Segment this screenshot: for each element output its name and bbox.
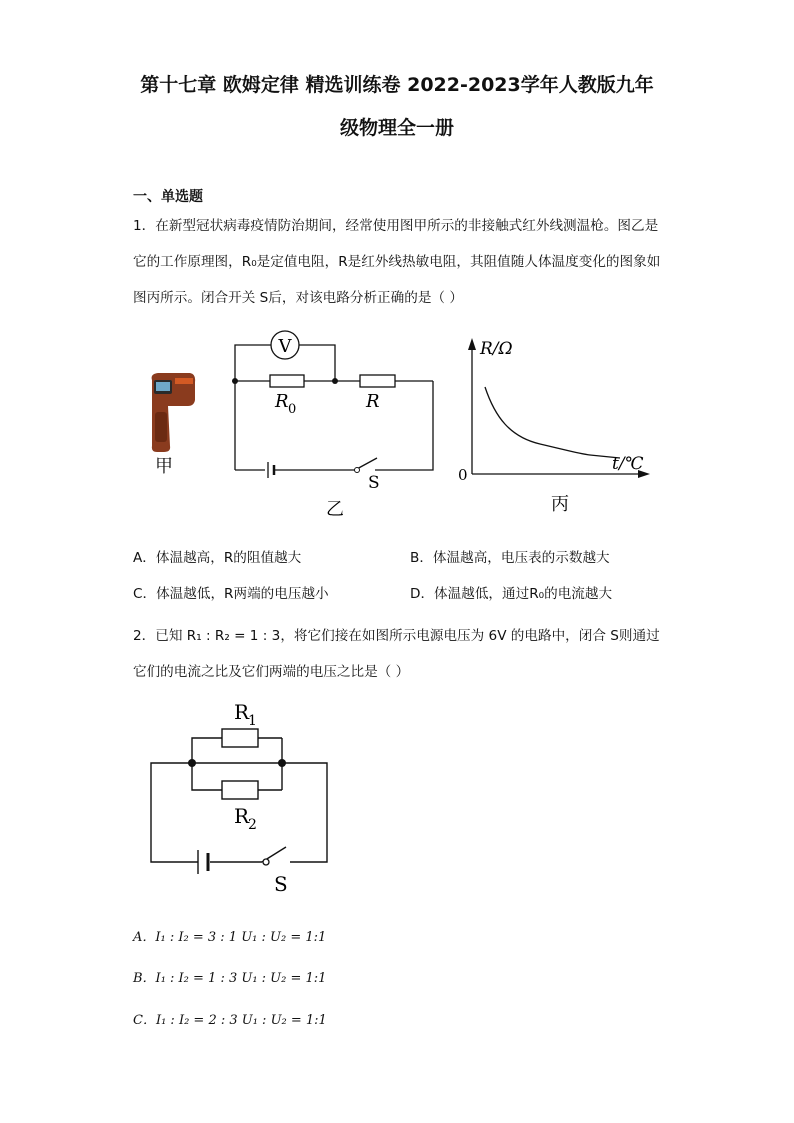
thermometer-gun-image: [140, 368, 200, 483]
page-title-line2: 级物理全一册: [339, 117, 454, 139]
graph-x-axis-label: t/℃: [612, 454, 644, 474]
q1-option-b: B．体温越高，电压表的示数越大: [410, 550, 610, 566]
r0-label: R: [275, 391, 289, 412]
r2-subscript: 2: [248, 817, 257, 833]
figure-jia-label: 甲: [155, 456, 173, 477]
q1-option-a: A．体温越高，R的阻值越大: [133, 550, 302, 566]
q2-option-a: A．I₁ : I₂ = 3 : 1 U₁ : U₂ = 1:1: [133, 930, 327, 945]
switch-label: S: [368, 473, 380, 493]
q1-option-d: D．体温越低，通过R₀的电流越大: [410, 586, 613, 602]
voltmeter-label: V: [278, 336, 292, 357]
graph-origin-label: 0: [458, 466, 468, 484]
r0-subscript: 0: [288, 402, 297, 417]
section-heading: 一、单选题: [133, 189, 203, 205]
question-2-text: 2．已知 R₁ : R₂ = 1 : 3，将它们接在如图所示电源电压为 6V 的电路中，闭合 S则通过它们的电流之比及它们两端的电压之比是（ ）: [133, 628, 660, 680]
r1-label: R: [234, 700, 250, 724]
q1-option-c: C．体温越低，R两端的电压越小: [133, 586, 329, 602]
r1-subscript: 1: [248, 713, 257, 729]
resistance-temperature-graph: [450, 332, 660, 522]
r2-label: R: [234, 804, 250, 828]
parallel-circuit-diagram: [140, 695, 340, 900]
figure-bing-label: 丙: [551, 494, 569, 515]
question-1-text: 1．在新型冠状病毒疫情防治期间，经常使用图甲所示的非接触式红外线测温枪。图乙是它的工作原理图，R₀是定值电阻，R是红外线热敏电阻，其阻值随人体温度变化的图象如图丙所示。闭合开关 S后，对该电路分析正确的是（ ）: [133, 218, 661, 306]
page-title: 第十七章 欧姆定律 精选训练卷 2022-2023学年人教版九年: [140, 74, 654, 96]
circuit-diagram-yi: [225, 325, 445, 525]
q2-option-c: C．I₁ : I₂ = 2 : 3 U₁ : U₂ = 1:1: [133, 1013, 327, 1028]
q2-option-b: B．I₁ : I₂ = 1 : 3 U₁ : U₂ = 1:1: [133, 971, 327, 986]
switch-s-label: S: [274, 872, 288, 896]
graph-y-axis-text: R/Ω: [480, 339, 513, 359]
graph-y-axis-label: [479, 339, 513, 359]
figure-yi-label: 乙: [326, 499, 344, 520]
r-label: R: [366, 391, 380, 412]
